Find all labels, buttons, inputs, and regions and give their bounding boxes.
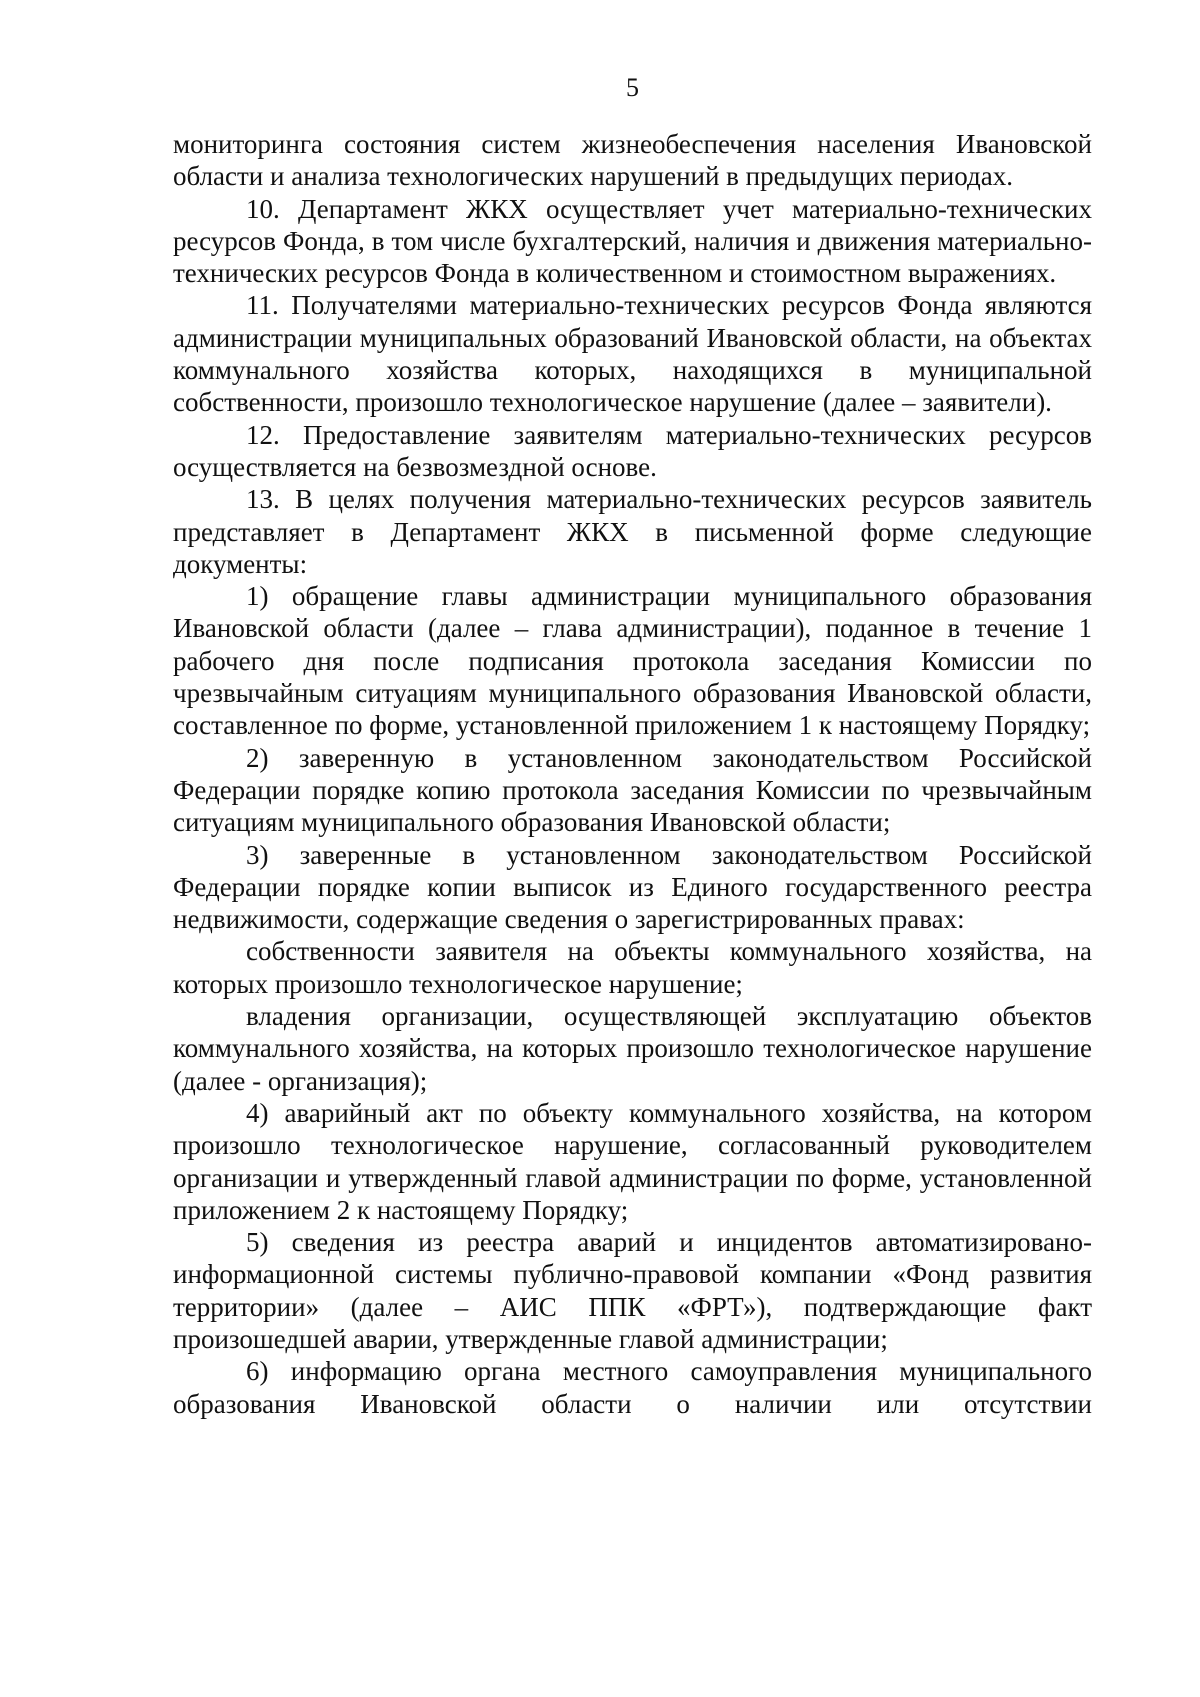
list-item-4: 4) аварийный акт по объекту коммунального хозяйства, на котором произошло технологическое нарушение, согласованный руководителем организации и утвержденный главой администрации по форме, установленной приложением 2 к настоящему Порядку;: [173, 1097, 1092, 1225]
paragraph-continuation: мониторинга состояния систем жизнеобеспечения населения Ивановской области и анализа технологических нарушений в предыдущих периодах.: [173, 129, 1092, 192]
paragraph-item-11: 11. Получателями материально-технических ресурсов Фонда являются администрации муниципальных образований Ивановской области, на объектах коммунального хозяйства которых, находящихся в муниципальной собственности, произошло технологическое нарушение (далее – заявители).: [173, 290, 1092, 418]
list-item-2: 2) заверенную в установленном законодательством Российской Федерации порядке копию протокола заседания Комиссии по чрезвычайным ситуациям муниципального образования Ивановской области;: [173, 742, 1092, 838]
paragraph-item-10: 10. Департамент ЖКХ осуществляет учет материально-технических ресурсов Фонда, в том числе бухгалтерский, наличия и движения материально-технических ресурсов Фонда в количественном и стоимостном выражениях.: [173, 193, 1092, 289]
page-number: 5: [626, 73, 639, 102]
sub-item-possession: владения организации, осуществляющей эксплуатацию объектов коммунального хозяйства, на которых произошло технологическое нарушение (далее - организация);: [173, 1001, 1092, 1096]
list-item-1: 1) обращение главы администрации муниципального образования Ивановской области (далее – глава администрации), поданное в течение 1 рабочего дня после подписания протокола заседания Комиссии по чрезвычайным ситуациям муниципального образования Ивановской области, составленное по форме, установленной приложением 1 к настоящему Порядку;: [173, 581, 1092, 741]
list-item-3: 3) заверенные в установленном законодательством Российской Федерации порядке копии выписок из Единого государственного реестра недвижимости, содержащие сведения о зарегистрированных правах:: [173, 839, 1092, 935]
list-item-6: 6) информацию органа местного самоуправления муниципального образования Ивановской области о наличии или отсутствии: [173, 1356, 1092, 1419]
paragraph-item-13: 13. В целях получения материально-технических ресурсов заявитель представляет в Департамент ЖКХ в письменной форме следующие документы:: [173, 484, 1092, 579]
list-item-5: 5) сведения из реестра аварий и инцидентов автоматизировано-информационной системы публично-правовой компании «Фонд развития территории» (далее – АИС ППК «ФРТ»), подтверждающие факт произошедшей аварии, утвержденные главой администрации;: [173, 1227, 1092, 1354]
sub-item-ownership: собственности заявителя на объекты коммунального хозяйства, на которых произошло технологическое нарушение;: [173, 936, 1092, 999]
paragraph-item-12: 12. Предоставление заявителям материально-технических ресурсов осуществляется на безвозмездной основе.: [173, 419, 1092, 482]
document-body: [173, 128, 1092, 1420]
